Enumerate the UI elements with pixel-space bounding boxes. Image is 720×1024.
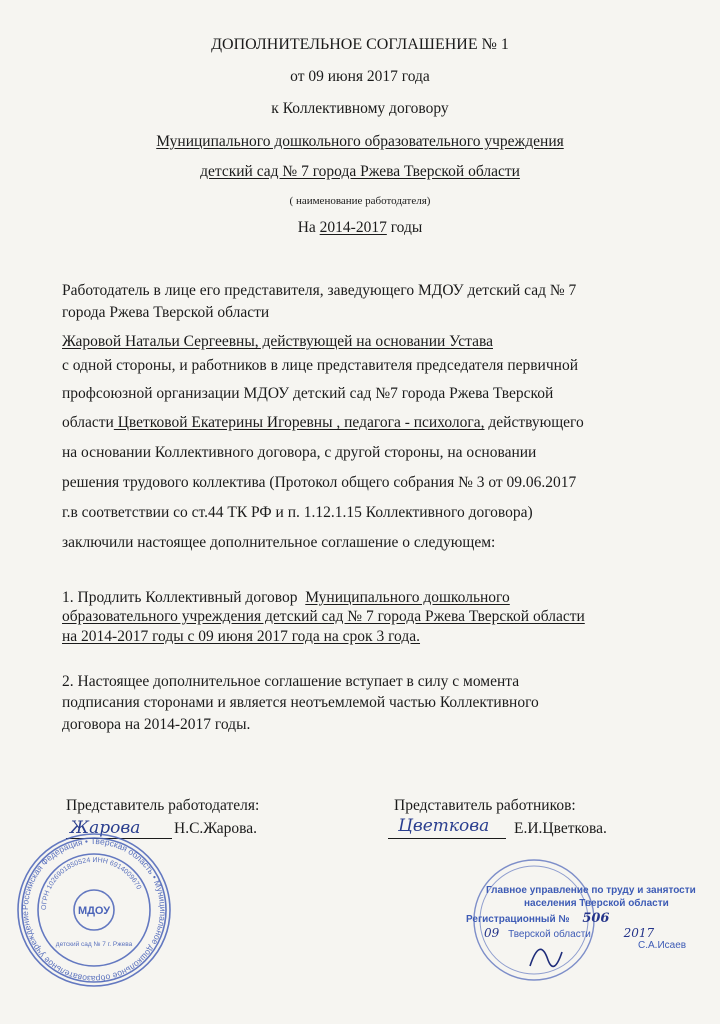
registrar-signature-scribble [530, 949, 562, 966]
registrar-name: С.А.Исаев [638, 940, 687, 951]
registration-date-day: 09 [484, 926, 500, 940]
organization-round-stamp [14, 830, 174, 990]
body-line: профсоюзной организации МДОУ детский сад №7 города Ржева Тверской [62, 385, 554, 402]
body-line: решения трудового коллектива (Протокол общего собрания № 3 от 09.06.2017 [62, 474, 577, 491]
body-line: с одной стороны, и работников в лице представителя председателя первичной [62, 357, 578, 374]
registration-date-row [484, 926, 654, 940]
stamp-center-text: МДОУ [77, 905, 111, 917]
registration-stamp-line2: населения Тверской области [524, 898, 669, 909]
employer-signatory-name: Н.С.Жарова. [174, 820, 258, 837]
stamp-bottom-text: детский сад № 7 г. Ржева [55, 941, 133, 948]
body-line: города Ржева Тверской области [62, 304, 270, 321]
item-1-line3: на 2014-2017 годы с 09 июня 2017 года на срок 3 года. [62, 628, 421, 645]
item-2-line3: договора на 2014-2017 годы. [62, 716, 251, 733]
body-line: Работодатель в лице его представителя, заведующего МДОУ детский сад № 7 [62, 282, 577, 299]
registration-region: Тверской области [508, 929, 591, 940]
document-title: ДОПОЛНИТЕЛЬНОЕ СОГЛАШЕНИЕ № 1 [211, 36, 509, 53]
item-1-line2: образовательного учреждения детский сад № 7 города Ржева Тверской области [62, 608, 585, 625]
body-line: г.в соответствии со ст.44 ТК РФ и п. 1.12.1.15 Коллективного договора) [62, 504, 533, 521]
employee-signature-line [388, 838, 506, 839]
body-line: на основании Коллективного договора, с другой стороны, на основании [62, 444, 537, 461]
employee-signatory-name: Е.И.Цветкова. [514, 820, 607, 837]
registration-stamp-line1: Главное управление по труду и занятости [486, 885, 696, 896]
agreement-years: На 2014-2017 годы [297, 219, 423, 236]
agreement-reference: к Коллективному договору [271, 100, 449, 117]
employer-signature-label: Представитель работодателя: [66, 797, 260, 814]
employee-signature-label: Представитель работников: [394, 797, 576, 814]
registration-number-row: Регистрационный № 506 [466, 911, 610, 926]
employer-name-line1: Муниципального дошкольного образовательного учреждения [156, 133, 564, 150]
employer-name-line2: детский сад № 7 города Ржева Тверской области [200, 163, 520, 180]
item-2-line1: 2. Настоящее дополнительное соглашение вступает в силу с момента [62, 673, 520, 690]
body-line-representative: Жаровой Натальи Сергеевны, действующей на основании Устава [62, 333, 493, 350]
employer-handwritten-signature: Жарова [70, 818, 141, 838]
employer-caption: ( наименование работодателя) [289, 195, 431, 207]
stamp-outer-text: Российская Федерация • Тверская область • Муниципальное дошкольное образовательное учреждение [19, 835, 169, 985]
body-line-employee-rep: области Цветковой Екатерины Игоревны , педагога - психолога, действующего [62, 414, 584, 431]
registration-date-year: 2017 [623, 926, 655, 940]
employee-handwritten-signature: Цветкова [398, 816, 490, 836]
registration-number: 506 [582, 911, 610, 926]
body-line: заключили настоящее дополнительное соглашение о следующем: [62, 534, 496, 551]
stamp-inner-text: ОГРН 1026901850524 ИНН 6914009670 [40, 856, 143, 911]
item-2-line2: подписания сторонами и является неотъемлемой частью Коллективного [62, 694, 539, 711]
item-1-line1: 1. Продлить Коллективный договор Муниципального дошкольного [62, 589, 510, 606]
document-date: от 09 июня 2017 года [290, 68, 430, 85]
